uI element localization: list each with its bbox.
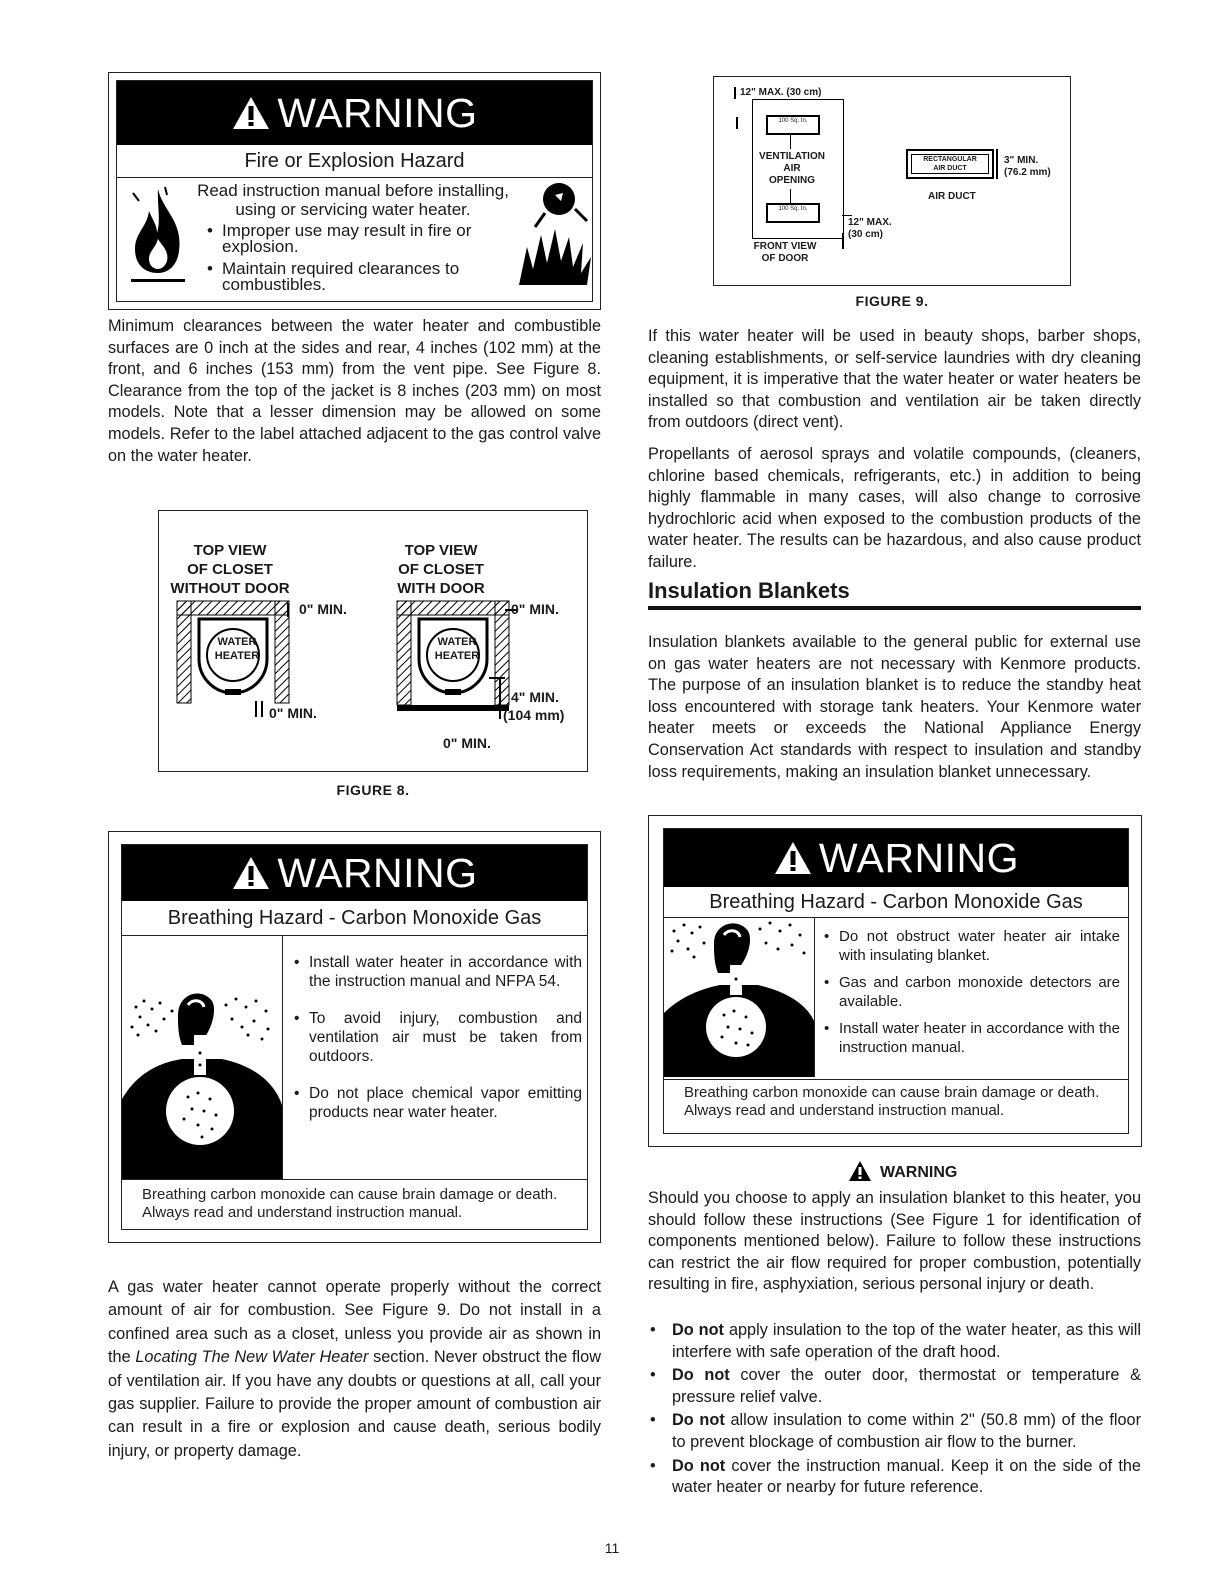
warning-bullet: • To avoid injury, combustion and ventilation air must be taken from outdoors. bbox=[292, 1009, 582, 1066]
list-item: • Do not cover the outer door, thermostat or temperature & pressure relief valve. bbox=[648, 1365, 1141, 1408]
front-view-label: FRONT VIEW bbox=[753, 241, 817, 252]
list-item: • Do not cover the instruction manual. Keep it on the side of the water heater or nearby for future reference. bbox=[648, 1456, 1141, 1499]
instructions-list bbox=[648, 1320, 1141, 1499]
four-min-label: 4" MIN. bbox=[511, 689, 559, 705]
zero-min-label: 0" MIN. bbox=[443, 735, 491, 751]
warning-bullet: • Improper use may result in fire or explosion. bbox=[205, 223, 513, 255]
warning-bullet: • Install water heater in accordance with the instruction manual. bbox=[822, 1019, 1120, 1057]
warning-bullet: • Gas and carbon monoxide detectors are available. bbox=[822, 973, 1120, 1011]
rectangular-duct-icon: RECTANGULAR AIR DUCT bbox=[906, 149, 994, 179]
small-warning-heading: WARNING bbox=[848, 1160, 957, 1182]
figure-9 bbox=[713, 76, 1071, 286]
warning-fire-explosion bbox=[108, 72, 601, 310]
warning-bullet: • Do not obstruct water heater air intake with insulating blanket. bbox=[822, 927, 1120, 965]
insulation-paragraph: Insulation blankets available to the general public for external use on gas water heaters are not necessary with Kenmore products. The purpose of an insulation blanket is to reduce the standby heat loss encountered with storage tank heaters. Your Kenmore water heater meets or exceeds the National Appliance Energy Conservation Act standards with respect to insulation and standby loss requirements, making an insulation blanket unnecessary. bbox=[648, 633, 1141, 781]
heater-label: WATER bbox=[437, 636, 477, 648]
breathing-person-icon bbox=[664, 917, 814, 1077]
page-number: 11 bbox=[604, 1540, 620, 1556]
front-view-label: OF DOOR bbox=[761, 253, 809, 264]
propellants-paragraph: Propellants of aerosol sprays and volatile compounds, (cleaners, chlorine based chemicals, refrigerants, etc.) in addition to being highly flammable in many cases, will also change to corrosive hydrochloric acid when exposed to the combustion products of the water heater. The results can be hazardous, and also cause product failure. bbox=[648, 445, 1141, 571]
zero-min-label: 0" MIN. bbox=[269, 705, 317, 721]
warning-banner: WARNING bbox=[664, 829, 1128, 887]
clearance-paragraph: Minimum clearances between the water heater and combustible surfaces are 0 inch at the sides and rear, 4 inches (102 mm) at the front, and 6 inches (153 mm) from the vent pipe. See Figure 8. Clearance from the top of the jacket is 8 inches (203 mm) on most models. Note that a lesser dimension may be allowed on some models. Refer to the label attached adjacent to the gas control valve on the water heater. bbox=[108, 317, 601, 465]
warning-footer: Breathing carbon monoxide can cause brain damage or death. Always read and understand instruction manual. bbox=[664, 1079, 1128, 1128]
air-duct-label: AIR DUCT bbox=[928, 191, 976, 202]
duct-min-label: 3" MIN. bbox=[1004, 155, 1039, 166]
ventilation-label: AIR bbox=[783, 163, 801, 174]
warning-triangle-icon bbox=[848, 1160, 872, 1182]
warning-bullet: • Do not place chemical vapor emitting products near water heater. bbox=[292, 1084, 582, 1122]
right-view-title: WITH DOOR bbox=[397, 580, 485, 597]
warning-bullet: • Maintain required clearances to combustibles. bbox=[205, 261, 513, 293]
right-view-title: OF CLOSET bbox=[398, 561, 484, 578]
bottom-max-label: 12" MAX. bbox=[848, 217, 892, 228]
warning-triangle-icon bbox=[231, 95, 271, 131]
heater-label: HEATER bbox=[434, 650, 480, 662]
figure-8 bbox=[158, 510, 588, 772]
bottom-grille-icon: 100 Sq. In. bbox=[766, 203, 820, 223]
beauty-shops-paragraph: If this water heater will be used in beauty shops, barber shops, cleaning establishments, or self-service laundries with dry cleaning equipment, it is imperative that the water heater or water heaters be installed so that combustion and ventilation air be taken directly from outdoors (direct vent). bbox=[648, 327, 1141, 432]
combustion-air-paragraph: A gas water heater cannot operate properly without the correct amount of air for combustion. See Figure 9. Do not install in a confined area such as a closet, unless you provide air as shown in the Locating The New Water Heater section. Never obstruct the flow of ventilation air. If you have any doubts or questions at all, call your gas supplier. Failure to provide the proper amount of combustion air can result in a fire or explosion and cause death, serious bodily injury, or property damage. bbox=[108, 1278, 601, 1460]
warning-banner: WARNING bbox=[122, 845, 587, 901]
zero-min-label: 0" MIN. bbox=[511, 601, 559, 617]
apply-blanket-paragraph: Should you choose to apply an insulation blanket to this heater, you should follow these instructions (See Figure 1 for identification of components mentioned below). Failure to follow these instructions can restrict the air flow required for proper combustion, potentially resulting in fire, asphyxiation, serious personal injury or death. bbox=[648, 1189, 1141, 1294]
warning-bullet: • Install water heater in accordance with the instruction manual and NFPA 54. bbox=[292, 953, 582, 991]
warning-breathing-hazard-right bbox=[648, 815, 1142, 1147]
ventilation-label: OPENING bbox=[768, 175, 816, 186]
warning-intro-line: Read instruction manual before installing, bbox=[197, 181, 509, 200]
explosion-icon bbox=[515, 177, 595, 287]
warning-subtitle: Breathing Hazard - Carbon Monoxide Gas bbox=[122, 901, 587, 936]
warning-breathing-hazard-left bbox=[108, 831, 601, 1243]
warning-subtitle: Breathing Hazard - Carbon Monoxide Gas bbox=[664, 887, 1128, 918]
list-item: • Do not apply insulation to the top of the water heater, as this will interfere with safe operation of the draft hood. bbox=[648, 1320, 1141, 1363]
zero-min-label: 0" MIN. bbox=[299, 601, 347, 617]
list-item: • Do not allow insulation to come within 2" (50.8 mm) of the floor to prevent blockage of combustion air flow to the burner. bbox=[648, 1410, 1141, 1453]
heater-label: HEATER bbox=[214, 650, 260, 662]
warning-triangle-icon bbox=[773, 840, 813, 876]
warning-triangle-icon bbox=[231, 855, 271, 891]
top-max-label: 12" MAX. (30 cm) bbox=[740, 87, 822, 98]
warning-subtitle: Fire or Explosion Hazard bbox=[117, 145, 592, 178]
figure-8-caption: FIGURE 8. bbox=[336, 782, 410, 798]
figure-9-caption: FIGURE 9. bbox=[855, 293, 929, 309]
left-view-title: TOP VIEW bbox=[193, 542, 267, 559]
right-view-title: TOP VIEW bbox=[404, 542, 478, 559]
bottom-max-label: (30 cm) bbox=[848, 229, 884, 240]
heading-rule bbox=[648, 606, 1141, 610]
ventilation-label: VENTILATION bbox=[759, 151, 825, 162]
duct-min-label: (76.2 mm) bbox=[1004, 167, 1051, 178]
left-view-title: WITHOUT DOOR bbox=[170, 580, 290, 597]
warning-intro-line: using or servicing water heater. bbox=[235, 200, 471, 219]
warning-footer: Breathing carbon monoxide can cause brain damage or death. Always read and understand instruction manual. bbox=[122, 1179, 587, 1222]
top-grille-icon: 100 Sq. In. bbox=[766, 115, 820, 135]
warning-banner: WARNING bbox=[117, 81, 592, 145]
four-min-mm-label: (104 mm) bbox=[503, 707, 565, 723]
flame-icon bbox=[127, 181, 189, 291]
insulation-heading: Insulation Blankets bbox=[648, 578, 850, 603]
breathing-person-icon bbox=[122, 935, 282, 1179]
left-view-title: OF CLOSET bbox=[187, 561, 273, 578]
heater-label: WATER bbox=[217, 636, 257, 648]
